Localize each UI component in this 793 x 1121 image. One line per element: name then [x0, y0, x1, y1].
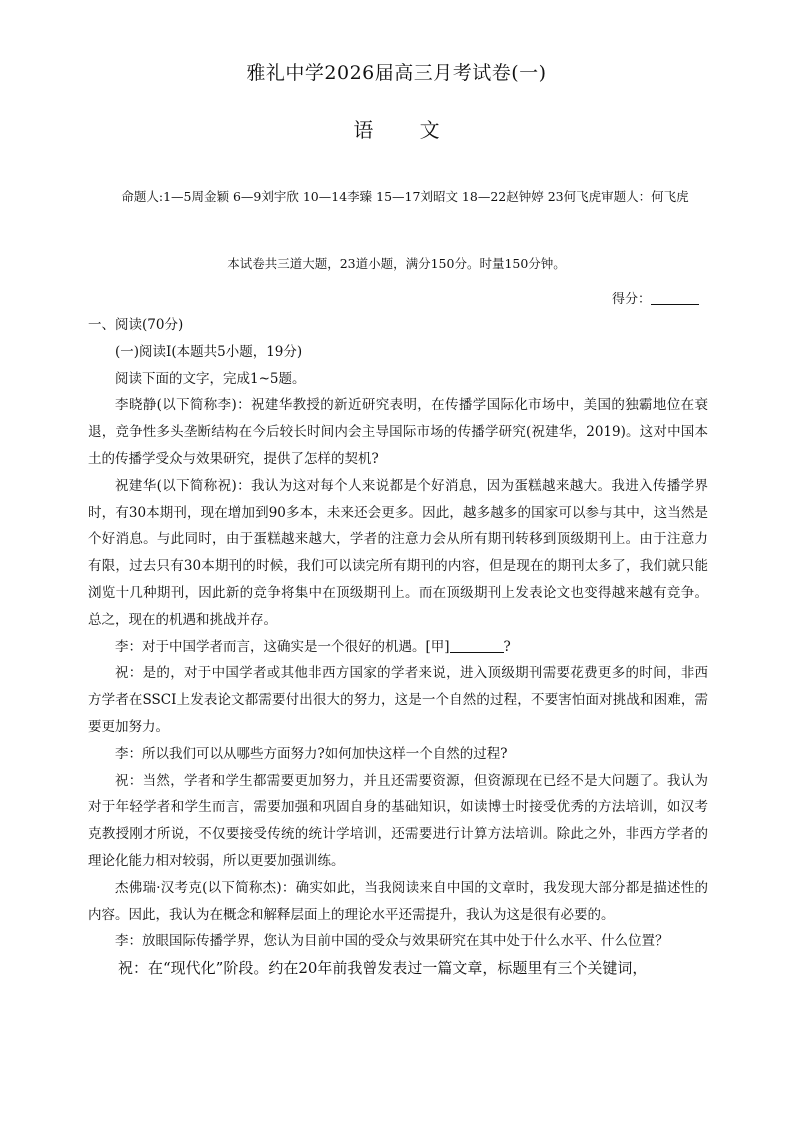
- instruction-text: 阅读下面的文字，完成1~5题。: [115, 370, 306, 387]
- section-heading: 一、阅读(70分): [88, 317, 184, 333]
- paragraph: 祝建华(以下简称祝)：我认为这对每个人来说都是个好消息，因为蛋糕越来越大。我进入传播学界时，有30本期刊，现在增加到90多本，未来还会更多。因此，越多越多的国家可以参与其中，这当然是个好消息。与此同时，由于蛋糕越来越大，学者的注意力会从所有期刊转移到顶级期刊上。由于注意力有限，过去只有30本期刊的时候，我们可以读完所有期刊的内容，但是现在的期刊太多了，我们就只能浏览十几种期刊，因此新的竞争将集中在顶级期刊上。而在顶级期刊上发表论文也变得越来越有竞争。总之，现在的机遇和挑战并存。: [88, 477, 708, 628]
- paragraph-text-end: ?: [503, 638, 511, 655]
- answer-blank: [450, 652, 504, 653]
- paragraph: 杰佛瑞·汉考克(以下简称杰)：确实如此，当我阅读来自中国的文章时，我发现大部分都是描述性的内容。因此，我认为在概念和解释层面上的理论水平还需提升，我认为这是很有必要的。: [88, 879, 708, 923]
- subsection-heading: (一)阅读Ⅰ(本题共5小题，19分): [115, 343, 303, 360]
- score-label: 得分：: [612, 292, 652, 307]
- exam-title: 雅礼中学2026届高三月考试卷(一): [246, 62, 547, 84]
- authors-line: 命题人:1—5周金颖 6—9刘宇欣 10—14李臻 15—17刘昭文 18—22赵钟婷 23何飞虎审题人：何飞虎: [121, 189, 689, 204]
- paragraph: 李晓静(以下简称李)：祝建华教授的新近研究表明，在传播学国际化市场中，美国的独霸地位在衰退，竞争性多头垄断结构在今后较长时间内会主导国际市场的传播学研究(祝建华，2019)。这对中国本土的传播学受众与效果研究，提供了怎样的契机?: [88, 397, 708, 467]
- subject-title: 语 文: [353, 118, 440, 142]
- paragraph: 祝：在“现代化”阶段。约在20年前我曾发表过一篇文章，标题里有三个关键词，: [118, 959, 648, 978]
- paragraph: 祝：是的，对于中国学者或其他非西方国家的学者来说，进入顶级期刊需要花费更多的时间，非西方学者在SSCI上发表论文都需要付出很大的努力，这是一个自然的过程，不要害怕面对挑战和困难，需要更加努力。: [88, 665, 708, 735]
- paragraph: 祝：当然，学者和学生都需要更加努力，并且还需要资源，但资源现在已经不是大问题了。我认为对于年轻学者和学生而言，需要加强和巩固自身的基础知识，如读博士时接受优秀的方法培训，如汉考克教授刚才所说，不仅要接受传统的统计学培训，还需要进行计算方法培训。除此之外，非西方学者的理论化能力相对较弱，所以更要加强训练。: [88, 772, 708, 869]
- exam-info: 本试卷共三道大题，23道小题，满分150分。时量150分钟。: [227, 256, 566, 271]
- paragraph: 李：所以我们可以从哪些方面努力?如何加快这样一个自然的过程?: [115, 745, 508, 762]
- paragraph-with-blank: [88, 634, 708, 661]
- score-field: [612, 288, 699, 307]
- paragraph-text: 李：对于中国学者而言，这确实是一个很好的机遇。[甲]: [115, 638, 450, 655]
- score-blank: [651, 304, 699, 305]
- reading-body: [88, 312, 708, 982]
- paragraph: 李：放眼国际传播学界，您认为目前中国的受众与效果研究在其中处于什么水平、什么位置？: [115, 933, 669, 950]
